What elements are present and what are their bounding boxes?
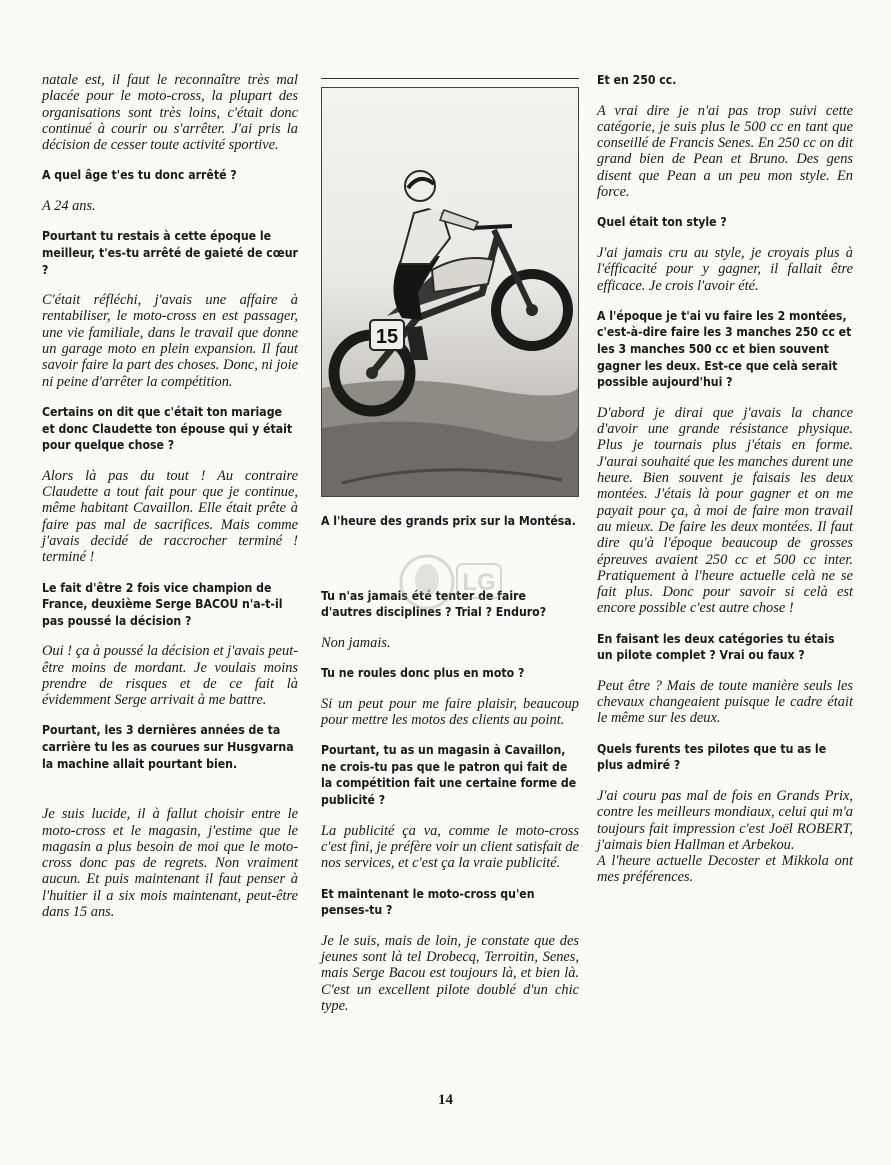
question-text: Et en 250 cc. bbox=[597, 73, 677, 87]
question-text: A l'époque je t'ai vu faire les 2 montées, c'est-à-dire faire les 3 manches 250 cc et les 3 manches 500 cc et bien souvent gagner les deux. Est-ce que celà serait possible aujourd'hui ? bbox=[597, 308, 852, 390]
question-text: Quel était ton style ? bbox=[597, 215, 727, 230]
logo-text: LG bbox=[462, 569, 496, 596]
answer-text: Oui ! ça à poussé la décision et j'avais peut-être moins de mordant. Je voulais moins prendre de risques et de ce fait là évidemment Serge arrivait à me battre. bbox=[42, 643, 298, 709]
answer-text: C'était réfléchi, j'avais une affaire à rentabiliser, le moto-cross en est passager, une vie familiale, dans le travail que donne un garage moto en plein expansion. Il faut savoir faire la part des choses. Donc, ni joie ni peine d'arrêter la compétition. bbox=[42, 292, 298, 390]
question-text: Pourtant, tu as un magasin à Cavaillon, ne crois-tu pas que le patron qui fait de la compétition fait une certaine forme de publicité ? bbox=[321, 743, 577, 808]
question-text: Le fait d'être 2 fois vice champion de France, deuxième Serge BACOU n'a-t-il pas poussé la décision ? bbox=[42, 580, 283, 628]
photo-top-rule bbox=[321, 78, 579, 79]
answer-text: Peut être ? Mais de toute manière seuls les chevaux changeaient puisque le cadre était le même sur les deux. bbox=[597, 677, 853, 727]
column-left bbox=[42, 72, 298, 934]
answer-text: J'ai jamais cru au style, je croyais plus à l'éfficacité pour y gagner, il fallait être efficace. Je crois l'avoir été. bbox=[597, 244, 853, 294]
question-text: A quel âge t'es tu donc arrêté ? bbox=[42, 168, 237, 183]
lg-watermark-logo bbox=[397, 540, 507, 620]
photo-caption: A l'heure des grands prix sur la Montésa. bbox=[321, 514, 576, 528]
question-text: Tu n'as jamais été tenter de faire d'autres disciplines ? Trial ? Enduro? bbox=[321, 588, 547, 620]
answer-text: A vrai dire je n'ai pas trop suivi cette catégorie, je suis plus le 500 cc en tant que conseillé de Francis Senes. En 250 cc on dit grand bien de Pean et Bruno. Des gens disent que Pean a un peu mon style. En force. bbox=[597, 102, 853, 201]
answer-text: Si un peut pour me faire plaisir, beaucoup pour mettre les motos des clients au point. bbox=[321, 695, 579, 728]
answer-text: Alors là pas du tout ! Au contraire Claudette a tout fait pour que je continue, même habitant Cavaillon. Elle était prête à faire pas mal de sacrifices. Mais comme j'avais decidé de raccrocher terminé ! terminé ! bbox=[42, 467, 298, 566]
question-text: Pourtant tu restais à cette époque le meilleur, t'es-tu arrêté de gaieté de cœur ? bbox=[42, 229, 298, 277]
motocross-photo bbox=[321, 87, 579, 497]
answer-text: Je suis lucide, il à fallut choisir entre le moto-cross et le magasin, j'estime que le magasin a plus besoin de moi que le moto-cross donc pas de regrets. Non vraiment aucun. Et puis maintenant il faut penser à l'huitier il a six mois maintenant, peut-être dans 15 ans. bbox=[42, 806, 298, 921]
column-right bbox=[597, 72, 853, 900]
answer-text: Non jamais. bbox=[321, 634, 391, 651]
race-number: 15 bbox=[375, 326, 399, 348]
answer-text: natale est, il faut le reconnaître très mal placée pour le moto-cross, la plupart des organisations sont très loins, c'était donc continué à courir ou s'arrêter. J'ai pris la décision de cesser toute activité sportive. bbox=[42, 72, 298, 154]
answer-text: J'ai couru pas mal de fois en Grands Prix, contre les meilleurs mondiaux, celui qui m'a toujours fait impression c'est Joël ROBERT, j'aimais bien Hallman et Arbekou. bbox=[597, 787, 853, 853]
answer-text: La publicité ça va, comme le moto-cross c'est fini, je préfère voir un client satisfait de nos services, et c'est ça la vraie publicité. bbox=[321, 822, 579, 872]
question-text: Pourtant, les 3 dernières années de ta carrière tu les as courues sur Husgvarna la machine allait pourtant bien. bbox=[42, 723, 294, 771]
question-text: Quels furents tes pilotes que tu as le plus admiré ? bbox=[597, 741, 827, 773]
question-text: Certains on dit que c'était ton mariage et donc Claudette ton épouse qui y était pour quelque chose ? bbox=[42, 404, 293, 453]
answer-text: A l'heure actuelle Decoster et Mikkola ont mes préférences. bbox=[597, 853, 853, 886]
spacer bbox=[42, 786, 298, 806]
question-text: Tu ne roules donc plus en moto ? bbox=[321, 666, 525, 681]
answer-text: D'abord je dirai que j'avais la chance d'avoir une grande résistance physique. Plus je tournais plus j'étais en forme. J'aurai souhaité que les manches durent une heure. Bien souvent je faisais les deux montées. J'étais là pour gagner et on me payait pour ça, à moi de faire mon travail au mieux. De faire les deux montées. Il faut dire qu'à l'époque beaucoup de grosses épreuves avaient 250 cc et 500 cc inter. Pratiquement à l'heure actuelle celà ne se fait plus. Donc pour savoir si celà est encore possible c'est autre chose ! bbox=[597, 404, 853, 617]
answer-text: A 24 ans. bbox=[42, 198, 96, 215]
question-text: Et maintenant le moto-cross qu'en penses-tu ? bbox=[321, 886, 535, 918]
page-number: 14 bbox=[438, 1092, 453, 1108]
motocross-rider-illustration bbox=[322, 88, 578, 496]
answer-text: Je le suis, mais de loin, je constate que des jeunes sont là tel Drobecq, Terroitin, Senes, mais Serge Bacou est toujours là, et bien là. C'est un excellent pilote doublé d'un chic type. bbox=[321, 932, 579, 1014]
question-text: En faisant les deux catégories tu étais un pilote complet ? Vrai ou faux ? bbox=[597, 631, 835, 663]
